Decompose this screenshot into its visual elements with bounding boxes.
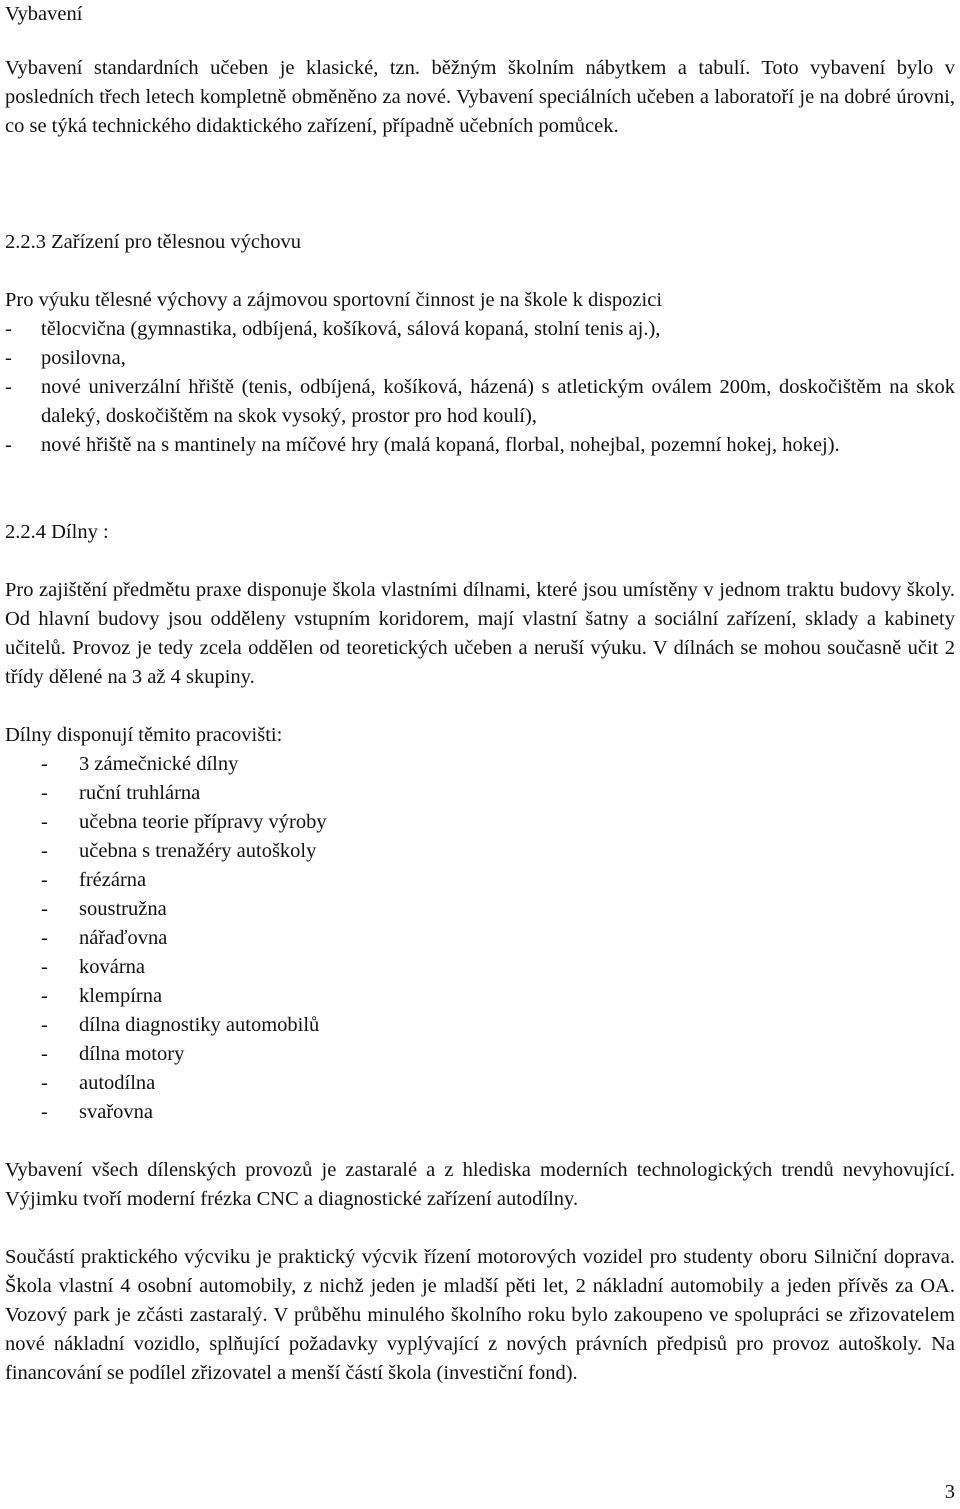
workplaces-list — [5, 750, 955, 1127]
workshops-section — [5, 576, 955, 692]
dash-marker: - — [5, 318, 12, 340]
workplaces-lead: Dílny disponují těmito pracovišti: — [5, 724, 283, 746]
dash-marker: - — [5, 376, 12, 398]
list-item — [5, 808, 955, 837]
dash-marker: - — [41, 898, 48, 920]
list-item-text: dílna motory — [79, 1043, 185, 1065]
section-heading-2-2-4: 2.2.4 Dílny : — [5, 521, 109, 543]
section-heading-2-2-3: 2.2.3 Zařízení pro tělesnou výchovu — [5, 231, 302, 253]
list-item — [5, 373, 955, 431]
list-item — [5, 1069, 955, 1098]
dash-marker: - — [41, 927, 48, 949]
dash-marker: - — [41, 956, 48, 978]
dash-marker: - — [41, 869, 48, 891]
dash-marker: - — [41, 1101, 48, 1123]
list-item-text: klempírna — [79, 985, 163, 1007]
dash-marker: - — [5, 347, 12, 369]
list-item-text: tělocvična (gymnastika, odbíjená, košíková, sálová kopaná, stolní tenis aj.), — [41, 318, 661, 340]
list-item — [5, 924, 955, 953]
workshops-paragraph: Pro zajištění předmětu praxe disponuje škola vlastními dílnami, které jsou umístěny v jednom traktu budovy školy. Od hlavní budovy jsou odděleny vstupním koridorem, mají vlastní šatny a sociální zařízení, sklady a kabinety učitelů. Provoz je tedy zcela oddělen od teoretických učeben a neruší výuku. V dílnách se mohou současně učit 2 třídy dělené na 3 až 4 skupiny. — [5, 579, 955, 688]
list-item — [5, 895, 955, 924]
list-item-text: učebna teorie přípravy výroby — [79, 811, 327, 833]
intro-section — [5, 54, 955, 141]
dash-marker: - — [41, 782, 48, 804]
list-item — [5, 1011, 955, 1040]
list-item-text: soustružna — [79, 898, 167, 920]
dash-marker: - — [41, 1014, 48, 1036]
pe-facilities-list — [5, 315, 955, 460]
dash-marker: - — [41, 840, 48, 862]
intro-paragraph: Vybavení standardních učeben je klasické, tzn. běžným školním nábytkem a tabulí. Toto vybavení bylo v posledních třech letech kompletně obměněno za nové. Vybavení speciálních učeben a laboratoří je na dobré úrovni, co se týká technického didaktického zařízení, případně učebních pomůcek. — [5, 57, 955, 137]
list-item-text: dílna diagnostiky automobilů — [79, 1014, 320, 1036]
list-item-text: frézárna — [79, 869, 147, 891]
pe-facilities-section — [5, 286, 955, 460]
equipment-paragraph: Vybavení všech dílenských provozů je zastaralé a z hlediska moderních technologických trendů nevyhovující. Výjimku tvoří moderní frézka CNC a diagnostické zařízení autodílny. — [5, 1159, 955, 1210]
list-item-text: nové univerzální hřiště (tenis, odbíjená, košíková, házená) s atletickým oválem 200m, doskočištěm na skok daleký, doskočištěm na skok vysoký, prostor pro hod koulí), — [41, 376, 955, 427]
list-item-text: kovárna — [79, 956, 146, 978]
pe-lead-paragraph: Pro výuku tělesné výchovy a zájmovou sportovní činnost je na škole k dispozici — [5, 289, 663, 311]
list-item — [5, 1040, 955, 1069]
list-item — [5, 982, 955, 1011]
dash-marker: - — [5, 434, 12, 456]
page-title: Vybavení — [5, 3, 83, 25]
list-item-text: 3 zámečnické dílny — [79, 753, 239, 775]
list-item — [5, 953, 955, 982]
list-item — [5, 315, 955, 344]
list-item-text: posilovna, — [41, 347, 126, 369]
list-item — [5, 1098, 955, 1127]
list-item — [5, 866, 955, 895]
workplaces-section — [5, 721, 955, 1127]
list-item — [5, 779, 955, 808]
dash-marker: - — [41, 1043, 48, 1065]
list-item — [5, 344, 955, 373]
equipment-section — [5, 1156, 955, 1214]
list-item-text: ruční truhlárna — [79, 782, 201, 804]
dash-marker: - — [41, 811, 48, 833]
list-item-text: svařovna — [79, 1101, 154, 1123]
list-item-text: autodílna — [79, 1072, 156, 1094]
list-item-text: nářaďovna — [79, 927, 168, 949]
dash-marker: - — [41, 1072, 48, 1094]
training-section — [5, 1243, 955, 1388]
page-number: 3 — [944, 1481, 955, 1503]
training-paragraph: Součástí praktického výcviku je praktický výcvik řízení motorových vozidel pro studenty oboru Silniční doprava. Škola vlastní 4 osobní automobily, z nichž jeden je mladší pěti let, 2 nákladní automobily a jeden přívěs za OA. Vozový park je zčásti zastaralý. V průběhu minulého školního roku bylo zakoupeno ve spolupráci se zřizovatelem nové nákladní vozidlo, splňující požadavky vyplývající z nových právních předpisů pro provoz autoškoly. Na financování se podílel zřizovatel a menší částí škola (investiční fond). — [5, 1246, 955, 1384]
list-item — [5, 750, 955, 779]
dash-marker: - — [41, 985, 48, 1007]
list-item — [5, 837, 955, 866]
list-item — [5, 431, 955, 460]
list-item-text: učebna s trenažéry autoškoly — [79, 840, 317, 862]
list-item-text: nové hřiště na s mantinely na míčové hry (malá kopaná, florbal, nohejbal, pozemní hokej, hokej). — [41, 434, 840, 456]
dash-marker: - — [41, 753, 48, 775]
